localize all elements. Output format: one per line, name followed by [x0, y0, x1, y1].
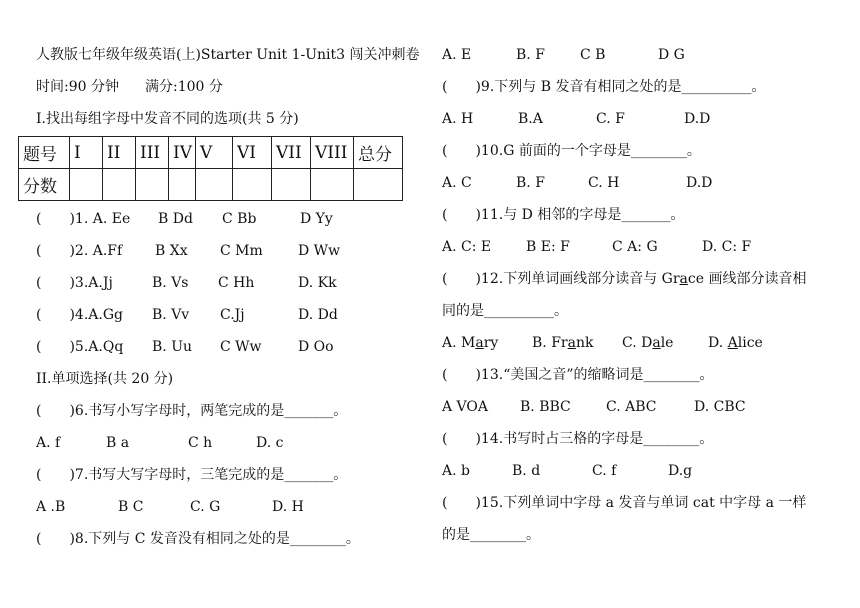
- q4-option-b: B. Vv: [152, 307, 190, 323]
- score-cell-7[interactable]: [272, 169, 311, 201]
- q12-option-a: A. Mary: [442, 335, 499, 351]
- q2-option-c: C Mm: [220, 243, 263, 259]
- q8-option-d: D G: [658, 47, 685, 63]
- q3-option-c: C Hh: [218, 275, 255, 291]
- score-cell-1[interactable]: [70, 169, 103, 201]
- score-cell-3[interactable]: [136, 169, 169, 201]
- q13-option-a: A VOA: [442, 399, 489, 415]
- score-table-col-total: 总分: [354, 137, 403, 169]
- question-11: ( )11.与 D 相邻的字母是_______。: [442, 207, 685, 223]
- score-table-row-number: [19, 137, 403, 169]
- score-table-col-5: V: [196, 137, 233, 169]
- question-13: ( )13.“美国之音”的缩略词是________。: [442, 367, 714, 383]
- q7-option-d: D. H: [272, 499, 304, 515]
- q3-option-b: B. Vs: [152, 275, 189, 291]
- score-table-col-4: IV: [169, 137, 196, 169]
- question-5: ( )5.A.Qq: [36, 339, 124, 355]
- question-9: ( )9.下列与 B 发音有相同之处的是__________。: [442, 79, 766, 95]
- q11-option-a: A. C: E: [442, 239, 492, 255]
- score-table-col-3: III: [136, 137, 169, 169]
- q5-option-d: D Oo: [298, 339, 334, 355]
- q1-option-c: C Bb: [222, 211, 257, 227]
- exam-title: 人教版七年级年级英语(上)Starter Unit 1-Unit3 闯关冲刺卷: [36, 47, 420, 63]
- q6-option-a: A. f: [36, 435, 61, 451]
- q6-option-b: B a: [106, 435, 130, 451]
- q5-option-c: C Ww: [220, 339, 262, 355]
- exam-time: 时间:90 分钟: [36, 79, 119, 95]
- question-1: ( )1. A. Ee: [36, 211, 131, 227]
- question-4: ( )4.A.Gg: [36, 307, 123, 323]
- score-cell-8[interactable]: [311, 169, 354, 201]
- score-table-col-2: II: [103, 137, 136, 169]
- q7-option-c: C. G: [190, 499, 221, 515]
- q12-option-d: D. Alice: [708, 335, 763, 351]
- q1-option-b: B Dd: [158, 211, 193, 227]
- q13-option-c: C. ABC: [606, 399, 657, 415]
- q10-option-c: C. H: [588, 175, 620, 191]
- question-2: ( )2. A.Ff: [36, 243, 123, 259]
- question-3: ( )3.A.Jj: [36, 275, 113, 291]
- question-12: ( )12.下列单词画线部分读音与 Grace 画线部分读音相: [442, 271, 807, 287]
- score-cell-6[interactable]: [233, 169, 272, 201]
- q1-option-d: D Yy: [300, 211, 333, 227]
- score-table-col-1: I: [70, 137, 103, 169]
- score-table-row-score: [19, 169, 403, 201]
- q10-option-d: D.D: [686, 175, 713, 191]
- section-2-heading: II.单项选择(共 20 分): [36, 371, 174, 387]
- score-table-col-6: VI: [233, 137, 272, 169]
- score-table-col-7: VII: [272, 137, 311, 169]
- q6-option-c: C h: [188, 435, 213, 451]
- question-12-cont: 同的是__________。: [442, 303, 568, 319]
- q14-option-a: A. b: [442, 463, 470, 479]
- exam-total-score: 满分:100 分: [145, 79, 223, 95]
- q12-option-c: C. Dale: [622, 335, 674, 351]
- q8-option-a: A. E: [442, 47, 472, 63]
- q9-option-d: D.D: [684, 111, 711, 127]
- q9-option-b: B.A: [518, 111, 543, 127]
- question-10: ( )10.G 前面的一个字母是________。: [442, 143, 701, 159]
- score-cell-4[interactable]: [169, 169, 196, 201]
- q12-option-b: B. Frank: [532, 335, 594, 351]
- score-cell-5[interactable]: [196, 169, 233, 201]
- score-cell-2[interactable]: [103, 169, 136, 201]
- score-cell-total[interactable]: [354, 169, 403, 201]
- section-1-heading: I.找出每组字母中发音不同的选项(共 5 分): [36, 111, 299, 127]
- score-table-header-number: 题号: [19, 137, 70, 169]
- q2-option-d: D Ww: [298, 243, 341, 259]
- q7-option-a: A .B: [36, 499, 66, 515]
- q14-option-d: D.g: [668, 463, 693, 479]
- q10-option-a: A. C: [442, 175, 472, 191]
- q9-option-c: C. F: [596, 111, 625, 127]
- q11-option-b: B E: F: [526, 239, 570, 255]
- q4-option-d: D. Dd: [298, 307, 338, 323]
- question-7: ( )7.书写大写字母时，三笔完成的是_______。: [36, 467, 348, 483]
- question-6: ( )6.书写小写字母时，两笔完成的是_______。: [36, 403, 348, 419]
- q8-option-c: C B: [580, 47, 606, 63]
- q13-option-d: D. CBC: [694, 399, 746, 415]
- q14-option-c: C. f: [592, 463, 617, 479]
- score-table: [18, 136, 403, 201]
- q13-option-b: B. BBC: [520, 399, 571, 415]
- question-14: ( )14.书写时占三格的字母是________。: [442, 431, 714, 447]
- score-table-col-8: VIII: [311, 137, 354, 169]
- q3-option-d: D. Kk: [298, 275, 337, 291]
- q8-option-b: B. F: [516, 47, 545, 63]
- q14-option-b: B. d: [512, 463, 541, 479]
- q5-option-b: B. Uu: [152, 339, 193, 355]
- question-15: ( )15.下列单词中字母 a 发音与单词 cat 中字母 a 一样: [442, 495, 807, 511]
- q11-option-c: C A: G: [612, 239, 658, 255]
- q11-option-d: D. C: F: [702, 239, 752, 255]
- question-8: ( )8.下列与 C 发音没有相同之处的是________。: [36, 531, 360, 547]
- q9-option-a: A. H: [442, 111, 474, 127]
- q4-option-c: C.Jj: [220, 307, 245, 323]
- q10-option-b: B. F: [516, 175, 545, 191]
- score-table-header-score: 分数: [19, 169, 70, 201]
- question-15-cont: 的是________。: [442, 527, 540, 543]
- q7-option-b: B C: [118, 499, 144, 515]
- q2-option-b: B Xx: [155, 243, 188, 259]
- q6-option-d: D. c: [256, 435, 284, 451]
